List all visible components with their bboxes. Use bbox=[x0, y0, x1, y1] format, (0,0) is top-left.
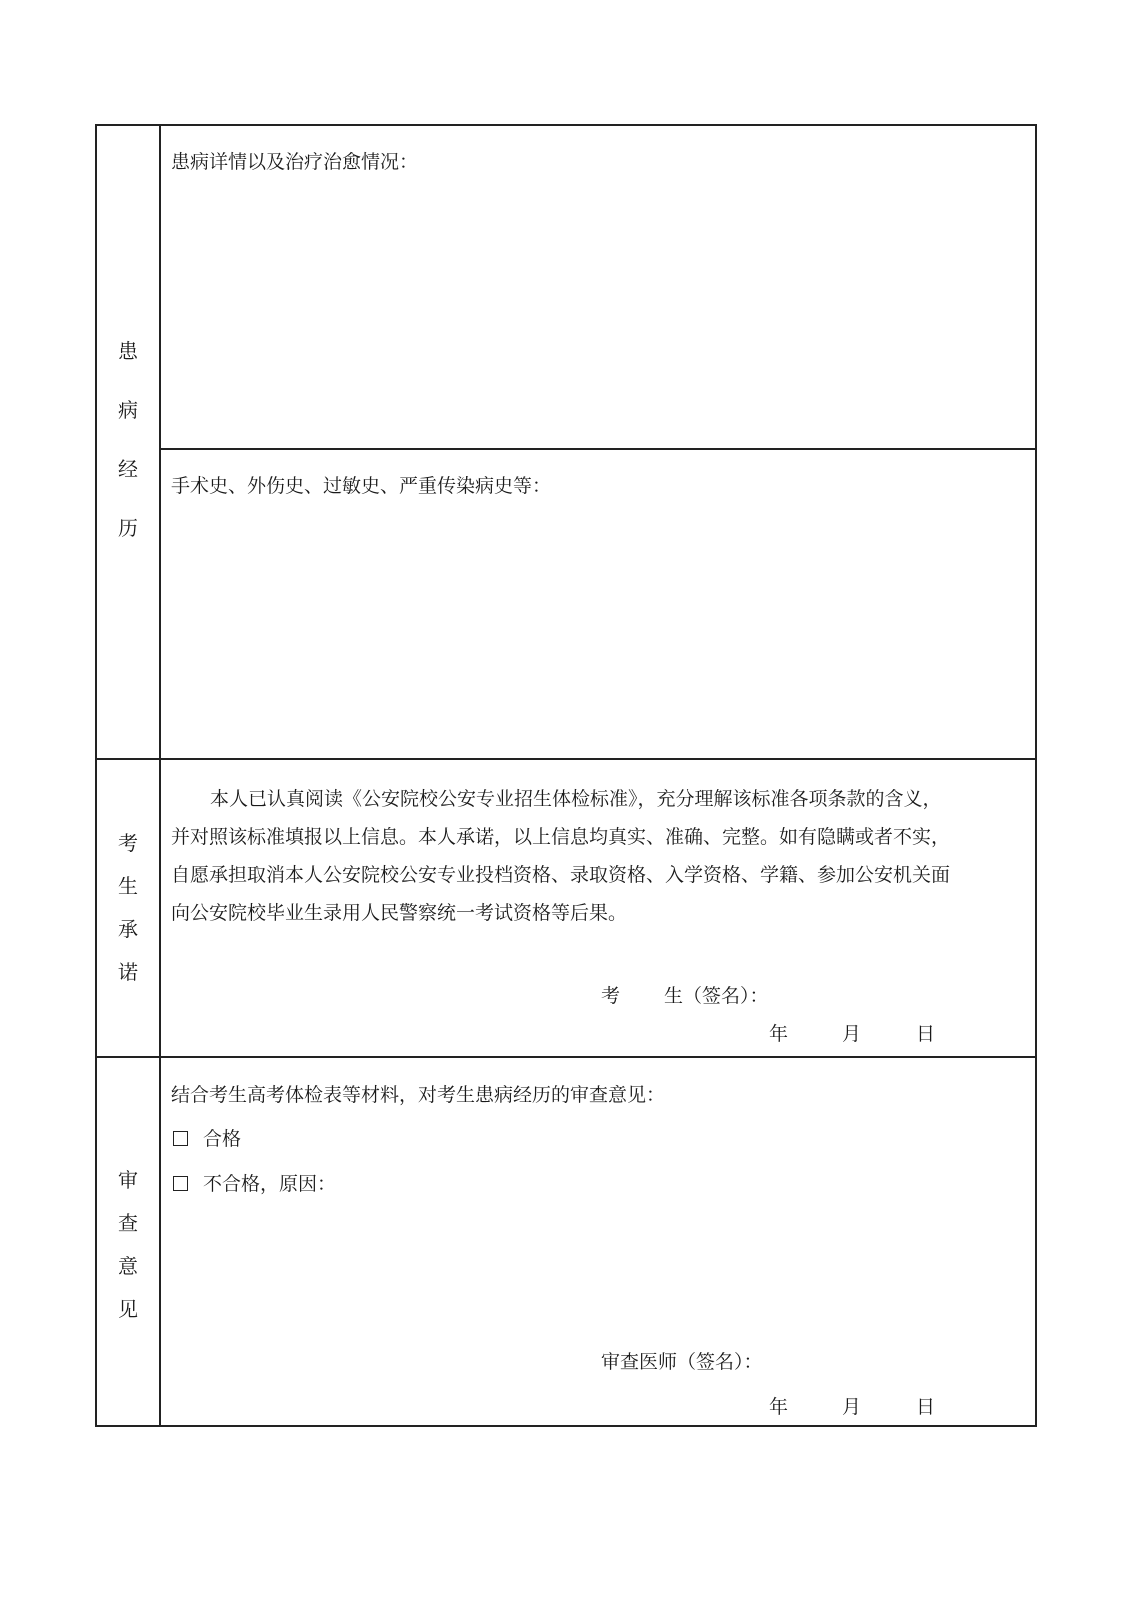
fail-reason-field[interactable] bbox=[340, 1168, 1030, 1328]
pass-option-label: 合格 bbox=[203, 1128, 242, 1150]
pledge-line: 本人已认真阅读《公安院校公安专业招生体检标准》，充分理解该标准各项条款的含义， bbox=[210, 788, 942, 810]
table-border-right bbox=[1035, 124, 1037, 1427]
table-border-bottom bbox=[95, 1425, 1037, 1427]
section-label-char: 生 bbox=[118, 874, 138, 898]
section-label-char: 见 bbox=[118, 1297, 138, 1321]
section-divider-review bbox=[95, 1056, 1037, 1058]
candidate-signature-field[interactable] bbox=[780, 980, 1020, 1010]
review-date-month: 月 bbox=[842, 1396, 862, 1418]
section-label-char: 病 bbox=[118, 398, 138, 422]
candidate-date-day: 日 bbox=[916, 1023, 936, 1045]
review-date-year: 年 bbox=[769, 1396, 789, 1418]
medical-history-field[interactable] bbox=[163, 504, 1031, 752]
review-prompt: 结合考生高考体检表等材料，对考生患病经历的审查意见： bbox=[171, 1084, 666, 1106]
pledge-line: 并对照该标准填报以上信息。本人承诺，以上信息均真实、准确、完整。如有隐瞒或者不实， bbox=[171, 826, 951, 848]
pledge-line: 向公安院校毕业生录用人民警察统一考试资格等后果。 bbox=[171, 902, 628, 924]
medical-history-prompt: 手术史、外伤史、过敏史、严重传染病史等： bbox=[171, 475, 552, 497]
section-label-char: 患 bbox=[118, 339, 138, 363]
section-label-char: 承 bbox=[118, 917, 138, 941]
illness-inner-divider bbox=[159, 448, 1037, 450]
section-divider-pledge bbox=[95, 758, 1037, 760]
section-label-char: 意 bbox=[118, 1254, 138, 1278]
section-label-char: 经 bbox=[118, 457, 138, 481]
pledge-text bbox=[171, 780, 1031, 932]
review-date-day: 日 bbox=[916, 1396, 936, 1418]
illness-details-prompt: 患病详情以及治疗治愈情况： bbox=[171, 151, 419, 173]
table-border-top bbox=[95, 124, 1037, 126]
pass-checkbox[interactable] bbox=[173, 1131, 188, 1146]
pledge-line: 自愿承担取消本人公安院校公安专业投档资格、录取资格、入学资格、学籍、参加公安机关面 bbox=[171, 864, 951, 886]
section-label-char: 查 bbox=[118, 1211, 138, 1235]
candidate-date-month: 月 bbox=[842, 1023, 862, 1045]
section-label-char: 历 bbox=[118, 516, 138, 540]
candidate-date-year: 年 bbox=[769, 1023, 789, 1045]
table-border-left bbox=[95, 124, 97, 1427]
section-label-char: 考 bbox=[118, 831, 138, 855]
fail-option-label: 不合格，原因： bbox=[203, 1173, 337, 1195]
illness-details-field[interactable] bbox=[163, 180, 1031, 442]
candidate-signature-label-a: 考 bbox=[601, 985, 621, 1007]
reviewer-signature-field[interactable] bbox=[780, 1346, 1020, 1376]
section-label-char: 审 bbox=[118, 1168, 138, 1192]
reviewer-signature-label: 审查医师（签名）： bbox=[601, 1351, 763, 1373]
candidate-signature-label-b: 生（签名）： bbox=[664, 985, 769, 1007]
section-label-char: 诺 bbox=[118, 960, 138, 984]
fail-checkbox[interactable] bbox=[173, 1176, 188, 1191]
label-column-divider bbox=[159, 124, 161, 1427]
